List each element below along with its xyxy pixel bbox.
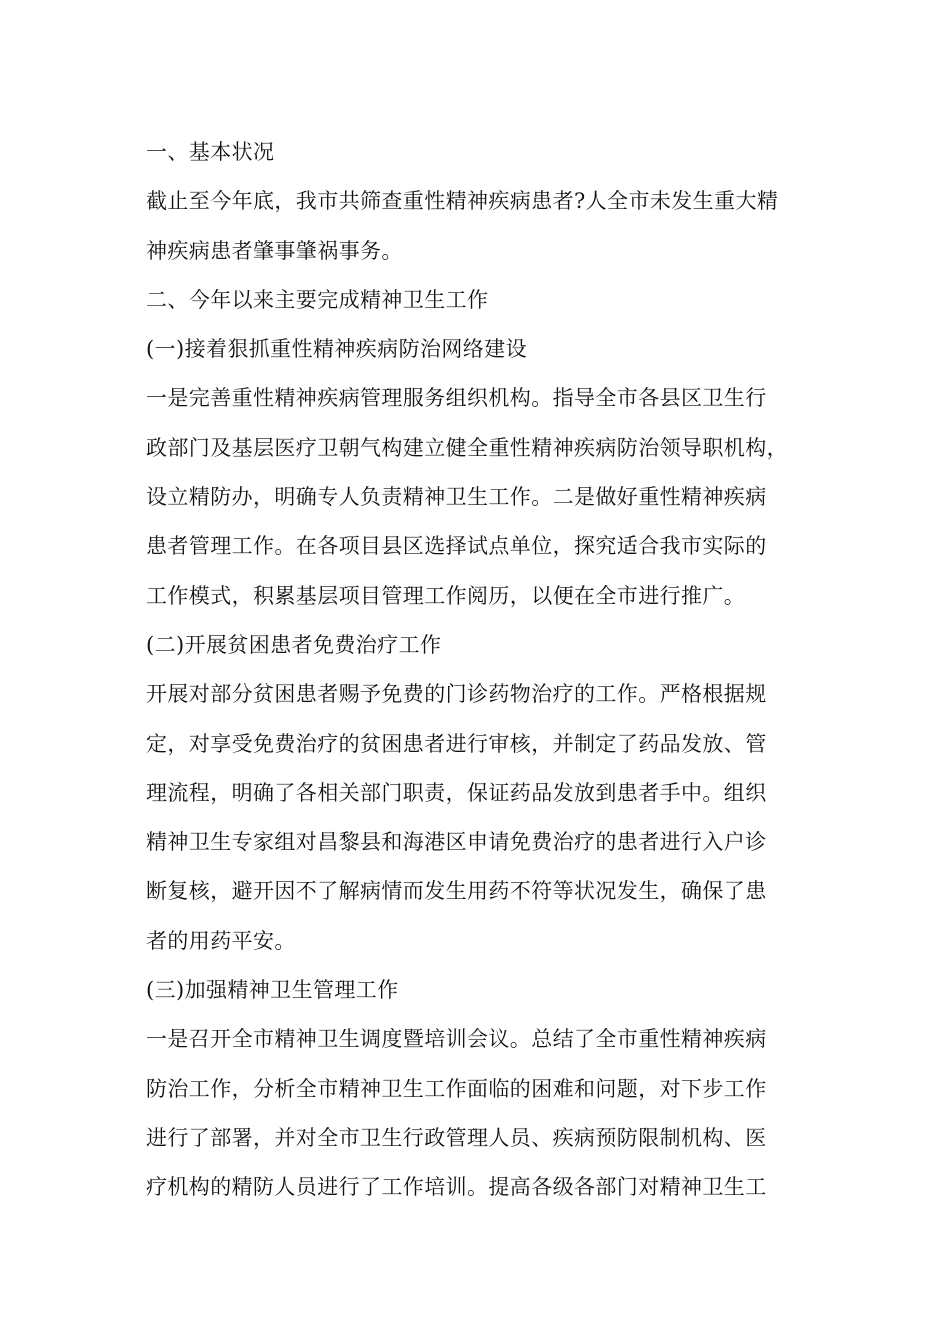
paragraph-line: 防治工作，分析全市精神卫生工作面临的困难和问题，对下步工作 xyxy=(146,1076,767,1101)
paragraph-line: 一是完善重性精神疾病管理服务组织机构。指导全市各县区卫生行 xyxy=(146,386,767,411)
paragraph-line: 断复核，避开因不了解病情而发生用药不符等状况发生，确保了患 xyxy=(146,879,767,904)
paragraph-line: 一是召开全市精神卫生调度暨培训会议。总结了全市重性精神疾病 xyxy=(146,1027,767,1052)
paragraph-line: 患者管理工作。在各项目县区选择试点单位，探究适合我市实际的 xyxy=(146,534,767,559)
subsection-heading-1: (一)接着狠抓重性精神疾病防治网络建设 xyxy=(146,337,527,362)
paragraph-line: 进行了部署，并对全市卫生行政管理人员、疾病预防限制机构、医 xyxy=(146,1125,767,1150)
paragraph-line: 疗机构的精防人员进行了工作培训。提高各级各部门对精神卫生工 xyxy=(146,1175,767,1200)
section-heading-basic-status: 一、基本状况 xyxy=(146,140,275,164)
paragraph-line: 政部门及基层医疗卫朝气构建立健全重性精神疾病防治领导职机构， xyxy=(146,435,788,460)
document-body xyxy=(146,128,826,1213)
subsection-heading-3: (三)加强精神卫生管理工作 xyxy=(146,978,399,1003)
paragraph-line: 设立精防办，明确专人负责精神卫生工作。二是做好重性精神疾病 xyxy=(146,485,767,510)
paragraph-line: 理流程，明确了各相关部门职责，保证药品发放到患者手中。组织 xyxy=(146,780,767,805)
paragraph-line: 截止至今年底，我市共筛查重性精神疾病患者?人全市未发生重大精 xyxy=(146,189,779,214)
paragraph-line: 者的用药平安。 xyxy=(146,928,296,953)
paragraph-line: 神疾病患者肇事肇祸事务。 xyxy=(146,238,403,263)
paragraph-line: 精神卫生专家组对昌黎县和海港区申请免费治疗的患者进行入户诊 xyxy=(146,830,767,855)
paragraph-line: 定，对享受免费治疗的贫困患者进行审核，并制定了药品发放、管 xyxy=(146,731,767,756)
paragraph-line: 开展对部分贫困患者赐予免费的门诊药物治疗的工作。严格根据规 xyxy=(146,682,767,707)
section-heading-main-work: 二、今年以来主要完成精神卫生工作 xyxy=(146,287,489,312)
paragraph-line: 工作模式，积累基层项目管理工作阅历，以便在全市进行推广。 xyxy=(146,583,746,608)
subsection-heading-2: (二)开展贫困患者免费治疗工作 xyxy=(146,632,442,657)
